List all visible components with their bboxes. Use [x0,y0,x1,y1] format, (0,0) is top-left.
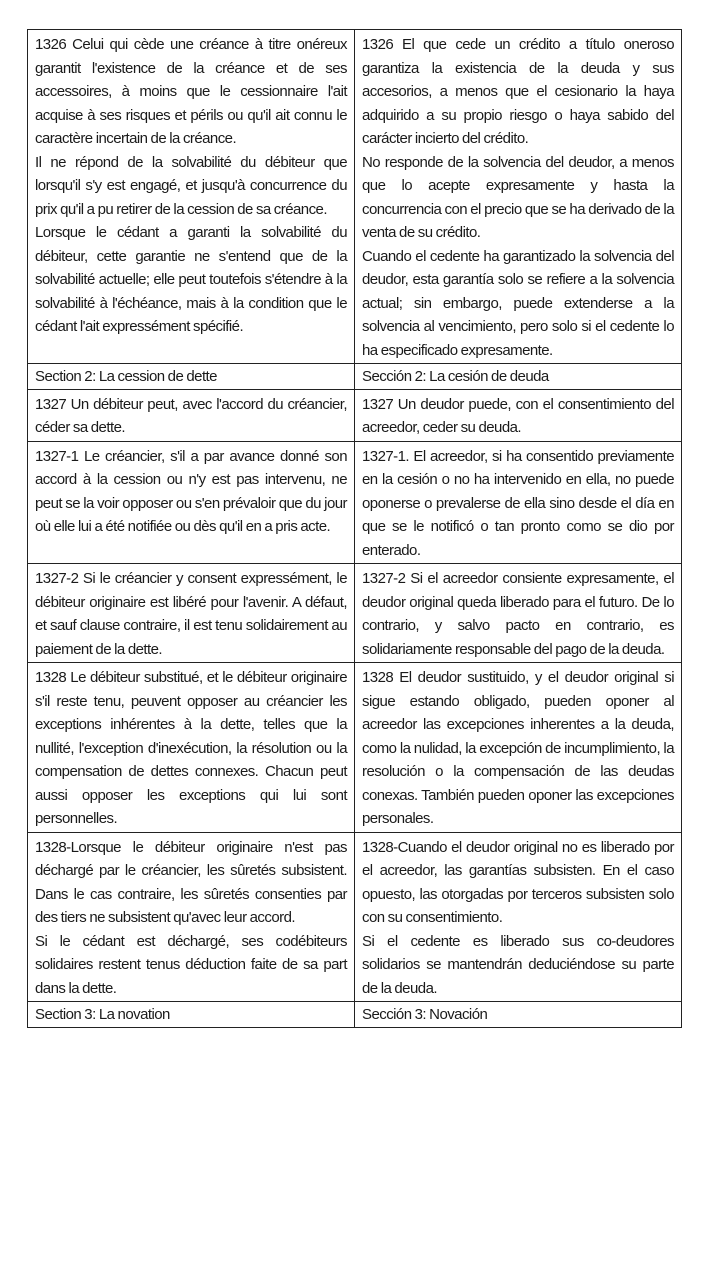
french-paragraph: 1328-Lorsque le débiteur originaire n'est pas déchargé par le créancier, les sûretés subsistent. Dans le cas contraire, les sûretés consenties par des tiers ne subsistent qu'avec leur accord. [35,838,347,926]
table-row [28,832,682,1002]
spanish-paragraph: Cuando el cedente ha garantizado la solvencia del deudor, esta garantía solo se refiere a la solvencia actual; sin embargo, puede extenderse a la solvencia al vencimiento, pero solo si el cedente lo ha especificado expresamente. [362,247,674,359]
french-paragraph: Il ne répond de la solvabilité du débiteur que lorsqu'il s'y est engagé, et jusqu'à concurrence du prix qu'il a pu retirer de la cession de sa créance. [35,153,347,218]
french-paragraph: 1327-2 Si le créancier y consent expressément, le débiteur originaire est libéré pour l'avenir. A défaut, et sauf clause contraire, il est tenu solidairement au paiement de la dette. [35,570,347,658]
french-cell [28,832,355,1002]
french-cell [28,30,355,364]
table-row [28,389,682,441]
french-cell [28,564,355,663]
spanish-paragraph: 1328 El deudor sustituido, y el deudor original si sigue estando obligado, pueden oponer al acreedor las excepciones inherentes a la deuda, como la nulidad, la excepción de incumplimiento, la resolución o la compensación de las deudas conexas. También pueden oponer las excepciones personales. [362,669,674,827]
french-paragraph: 1328 Le débiteur substitué, et le débiteur originaire s'il reste tenu, peuvent opposer au créancier les exceptions inhérentes à la dette, telles que la nullité, l'exception d'inexécution, la résolution ou la compensation de dettes connexes. Chacun peut aussi opposer les exceptions qui lui sont personnelles. [35,669,347,827]
spanish-paragraph: No responde de la solvencia del deudor, a menos que lo acepte expresamente y hasta la concurrencia con el precio que se ha derivado de la venta de su crédito. [362,153,674,241]
french-cell [28,441,355,564]
spanish-paragraph: Si el cedente es liberado sus co-deudores solidarios se mantendrán deduciéndose su parte de la deuda. [362,932,674,997]
french-section-title: Section 3: La novation [35,1006,170,1023]
spanish-paragraph: 1328-Cuando el deudor original no es liberado por el acreedor, las garantías subsisten. En el caso opuesto, las otorgadas por terceros subsisten solo con su consentimiento. [362,838,674,926]
french-section-title: Section 2: La cession de dette [35,368,217,385]
french-paragraph: Si le cédant est déchargé, ses codébiteurs solidaires restent tenus déduction faite de sa part dans la dette. [35,932,347,997]
table-row [28,441,682,564]
french-paragraph: Lorsque le cédant a garanti la solvabilité du débiteur, cette garantie ne s'entend que de la solvabilité actuelle; elle peut toutefois s'étendre à la solvabilité à l'échéance, mais à la condition que le cédant l'ait expressément spécifié. [35,224,347,335]
bilingual-article-table [27,29,682,1028]
french-cell [28,663,355,833]
spanish-cell [355,389,682,441]
spanish-paragraph: 1327-2 Si el acreedor consiente expresamente, el deudor original queda liberado para el futuro. De lo contrario, y salvo pacto en contrario, es solidariamente responsable del pago de la deuda. [362,570,674,658]
spanish-cell [355,832,682,1002]
table-row [28,30,682,364]
french-paragraph: 1327-1 Le créancier, s'il a par avance donné son accord à la cession ou n'y est pas intervenu, ne peut se la voir opposer ou s'en prévaloir que du jour où elle lui a été notifiée ou dès qu'il en a pris acte. [35,447,347,535]
spanish-paragraph: 1327-1. El acreedor, si ha consentido previamente en la cesión o no ha intervenido en ella, no puede oponerse o prevalerse de ella sino desde el día en que se le notificó o tan pronto como se dio por enterado. [362,447,674,559]
spanish-section-heading [355,364,682,390]
spanish-cell [355,663,682,833]
section-heading-row [28,1002,682,1028]
spanish-section-title: Sección 3: Novación [362,1006,488,1023]
french-section-heading [28,1002,355,1028]
french-paragraph: 1326 Celui qui cède une créance à titre onéreux garantit l'existence de la créance et de ses accessoires, à moins que le cessionnaire l'ait acquise à ses risques et périls ou qu'il ait connu le caractère incertain de la créance. [35,36,347,147]
spanish-cell [355,30,682,364]
table-row [28,564,682,663]
french-cell [28,389,355,441]
spanish-paragraph: 1326 El que cede un crédito a título oneroso garantiza la existencia de la deuda y sus accesorios, a menos que el cesionario la haya adquirido a su propio riesgo o haya sabido del carácter incierto del crédito. [362,36,674,147]
french-section-heading [28,364,355,390]
spanish-cell [355,441,682,564]
spanish-cell [355,564,682,663]
table-row [28,663,682,833]
spanish-section-title: Sección 2: La cesión de deuda [362,368,549,385]
section-heading-row [28,364,682,390]
spanish-paragraph: 1327 Un deudor puede, con el consentimiento del acreedor, ceder su deuda. [362,395,674,436]
french-paragraph: 1327 Un débiteur peut, avec l'accord du créancier, céder sa dette. [35,395,347,436]
spanish-section-heading [355,1002,682,1028]
